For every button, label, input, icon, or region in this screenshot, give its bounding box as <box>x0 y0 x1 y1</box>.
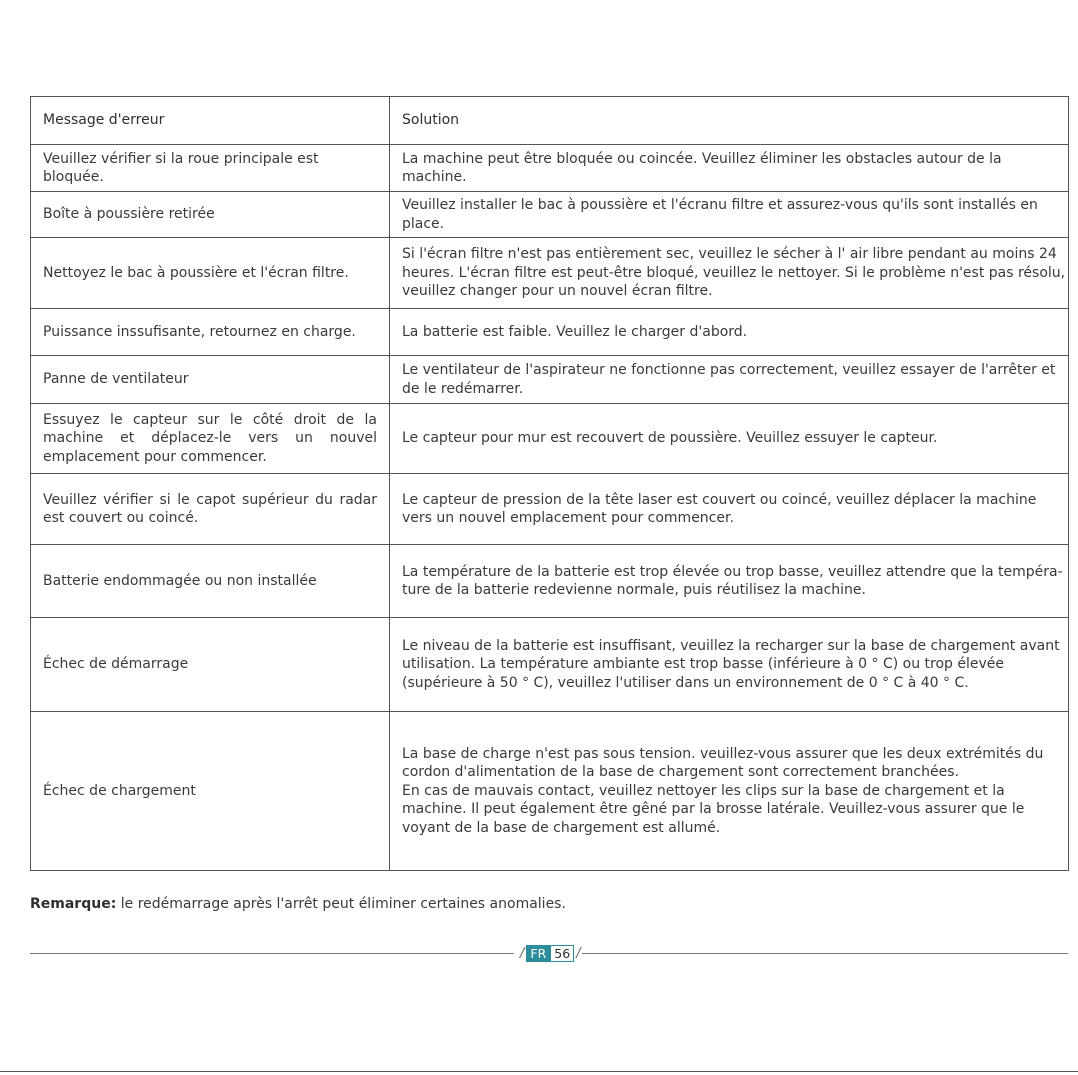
error-message: Échec de démarrage <box>31 618 390 712</box>
error-message: Veuillez vérifier si le capot supérieur du radar est couvert ou coincé. <box>31 474 390 545</box>
error-message: Nettoyez le bac à poussière et l'écran filtre. <box>31 238 390 309</box>
error-solution: La batterie est faible. Veuillez le charger d'abord. <box>390 309 1069 356</box>
page-number: 56 <box>550 945 574 962</box>
remark-label: Remarque: <box>30 896 117 912</box>
error-solution: Le niveau de la batterie est insuffisant, veuillez la recharger sur la base de chargement avant utilisation. La température ambiante est trop basse (inférieure à 0 ° C) ou trop élevée (supérieure à 50 ° C), veuillez l'utiliser dans un environnement de 0 ° C à 40 ° C. <box>390 618 1069 712</box>
error-message: Échec de chargement <box>31 712 390 871</box>
slash-decoration: / <box>576 945 581 961</box>
page-bottom-rule <box>0 1071 1078 1072</box>
error-message: Panne de ventilateur <box>31 356 390 404</box>
error-solution: Le capteur pour mur est recouvert de poussière. Veuillez essuyer le capteur. <box>390 404 1069 474</box>
table-row <box>31 145 1069 192</box>
error-solution: Le ventilateur de l'aspirateur ne fonctionne pas correctement, veuillez essayer de l'arrêter et de le redémarrer. <box>390 356 1069 404</box>
table-row <box>31 404 1069 474</box>
table-row <box>31 356 1069 404</box>
error-message: Puissance inssufisante, retournez en charge. <box>31 309 390 356</box>
table-row <box>31 712 1069 871</box>
error-message: Batterie endommagée ou non installée <box>31 545 390 618</box>
remark-note <box>30 896 566 912</box>
table-row <box>31 618 1069 712</box>
header-solution: Solution <box>390 97 1069 145</box>
table-row <box>31 545 1069 618</box>
language-badge: FR <box>526 945 550 962</box>
error-solution: Si l'écran filtre n'est pas entièrement sec, veuillez le sécher à l' air libre pendant au moins 24 heures. L'écran filtre est peut-être bloqué, veuillez le nettoyer. Si le problème n'est pas résolu, veuillez changer pour un nouvel écran filtre. <box>390 238 1069 309</box>
footer-rule-left <box>30 953 514 954</box>
error-solution: Veuillez installer le bac à poussière et l'écranu filtre et assurez-vous qu'ils sont installés en place. <box>390 192 1069 238</box>
page-indicator <box>518 944 583 962</box>
table-header-row <box>31 97 1069 145</box>
error-solution: La base de charge n'est pas sous tension. veuillez-vous assurer que les deux extrémités du cordon d'alimentation de la base de chargement sont correctement branchées. En cas de mauvais contact, veuillez nettoyer les clips sur la base de chargement et la machine. Il peut également être gêné par la brosse latérale. Veuillez-vous assurer que le voyant de la base de chargement est allumé. <box>390 712 1069 871</box>
remark-text: le redémarrage après l'arrêt peut éliminer certaines anomalies. <box>120 896 566 912</box>
footer-rule-right <box>582 953 1068 954</box>
slash-decoration: / <box>520 945 525 961</box>
error-solution: La machine peut être bloquée ou coincée. Veuillez éliminer les obstacles autour de la machine. <box>390 145 1069 192</box>
table-row <box>31 309 1069 356</box>
error-solution-table <box>30 96 1069 871</box>
table-row <box>31 238 1069 309</box>
table-row <box>31 192 1069 238</box>
table-row <box>31 474 1069 545</box>
error-solution: La température de la batterie est trop élevée ou trop basse, veuillez attendre que la tempéra-ture de la batterie redevienne normale, puis réutilisez la machine. <box>390 545 1069 618</box>
error-message: Boîte à poussière retirée <box>31 192 390 238</box>
error-solution: Le capteur de pression de la tête laser est couvert ou coincé, veuillez déplacer la machine vers un nouvel emplacement pour commencer. <box>390 474 1069 545</box>
header-message: Message d'erreur <box>31 97 390 145</box>
error-message: Essuyez le capteur sur le côté droit de la machine et déplacez-le vers un nouvel emplacement pour commencer. <box>31 404 390 474</box>
error-message: Veuillez vérifier si la roue principale est bloquée. <box>31 145 390 192</box>
